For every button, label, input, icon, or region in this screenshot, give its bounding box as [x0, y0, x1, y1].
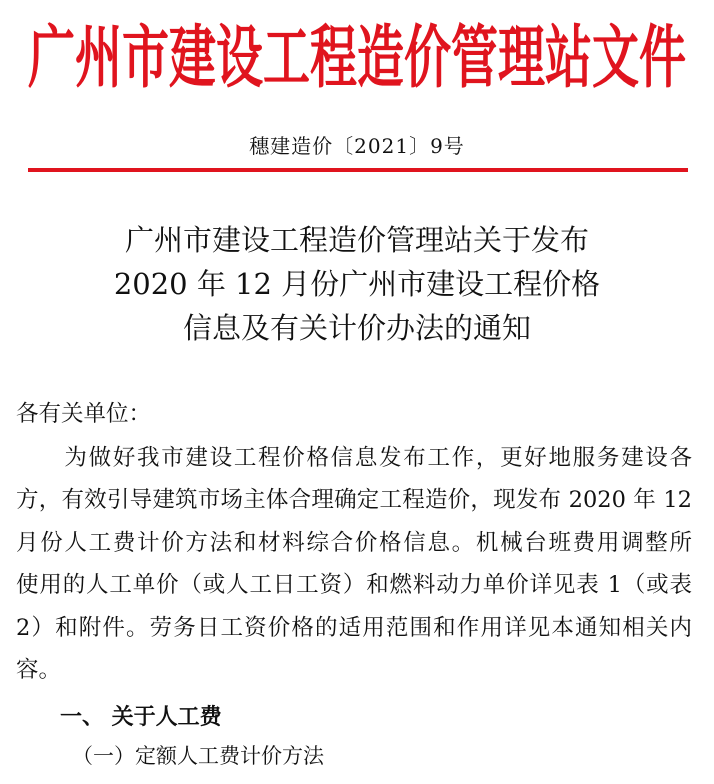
body-line: 月份人工费计价方法和材料综合价格信息。机械台班费用调整所	[16, 530, 692, 556]
notice-title-line-3: 信息及有关计价办法的通知	[182, 311, 531, 345]
subsection-heading: （一）定额人工费计价方法	[72, 744, 324, 768]
body-line: 为做好我市建设工程价格信息发布工作，更好地服务建设各	[16, 445, 692, 471]
salutation: 各有关单位：	[16, 401, 152, 427]
notice-title-line-1: 广州市建设工程造价管理站关于发布	[124, 223, 589, 257]
document-number: 穗建造价〔2021〕9号	[249, 134, 465, 158]
body-line: 使用的人工单价（或人工日工资）和燃料动力单价详见表 1（或表	[16, 572, 692, 598]
org-header-title: 广州市建设工程造价管理站文件	[28, 18, 686, 99]
notice-title-line-2: 2020 年 12 月份广州市建设工程价格	[113, 267, 601, 301]
body-line: 容。	[16, 657, 62, 683]
body-line: 方，有效引导建筑市场主体合理确定工程造价，现发布 2020 年 12	[16, 487, 692, 513]
section-heading: 一、 关于人工费	[60, 704, 222, 730]
body-line: 2）和附件。劳务日工资价格的适用范围和作用详见本通知相关内	[16, 615, 692, 641]
red-divider	[28, 168, 688, 172]
